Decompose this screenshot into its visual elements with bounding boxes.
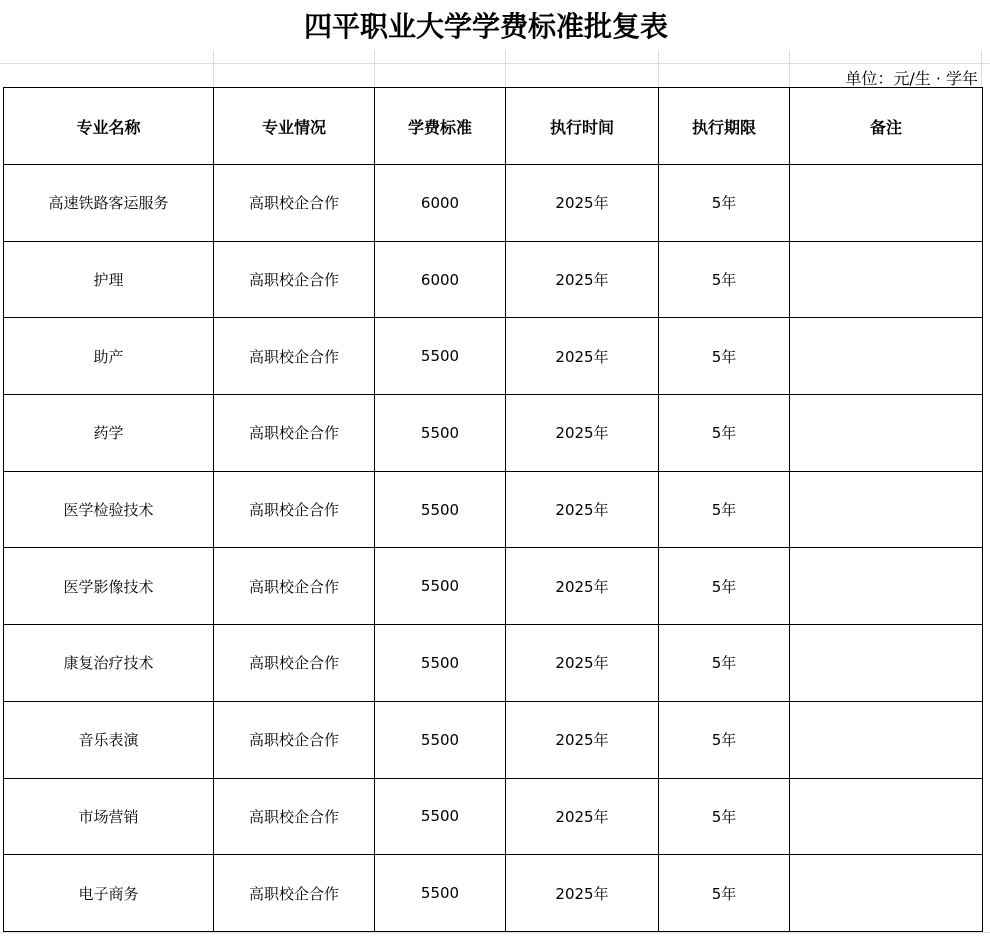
cell-remarks[interactable] [790, 855, 983, 932]
table-row [4, 625, 983, 702]
cell-major-type[interactable]: 高职校企合作 [214, 855, 375, 932]
cell-remarks[interactable] [790, 318, 983, 395]
header-cell-major-type[interactable]: 专业情况 [214, 88, 375, 165]
cell-remarks[interactable] [790, 701, 983, 778]
header-row [4, 88, 983, 165]
cell-major-type[interactable]: 高职校企合作 [214, 548, 375, 625]
page-title[interactable]: 四平职业大学学费标准批复表 [303, 10, 668, 43]
table-row [4, 241, 983, 318]
cell-major-name[interactable]: 医学检验技术 [4, 471, 214, 548]
cell-duration[interactable]: 5年 [659, 701, 790, 778]
cell-tuition[interactable]: 5500 [375, 701, 506, 778]
cell-duration[interactable]: 5年 [659, 165, 790, 242]
cell-effective-date[interactable]: 2025年 [506, 318, 659, 395]
header-cell-duration[interactable]: 执行期限 [659, 88, 790, 165]
cell-remarks[interactable] [790, 548, 983, 625]
cell-tuition[interactable]: 5500 [375, 471, 506, 548]
cell-major-name[interactable]: 药学 [4, 395, 214, 472]
header-cell-remarks[interactable]: 备注 [790, 88, 983, 165]
cell-major-type[interactable]: 高职校企合作 [214, 165, 375, 242]
cell-major-name[interactable]: 医学影像技术 [4, 548, 214, 625]
cell-tuition[interactable]: 5500 [375, 778, 506, 855]
cell-tuition[interactable]: 6000 [375, 165, 506, 242]
cell-major-name[interactable]: 音乐表演 [4, 701, 214, 778]
cell-duration[interactable]: 5年 [659, 241, 790, 318]
cell-tuition[interactable]: 6000 [375, 241, 506, 318]
cell-remarks[interactable] [790, 471, 983, 548]
cell-duration[interactable]: 5年 [659, 471, 790, 548]
table-row [4, 701, 983, 778]
cell-tuition[interactable]: 5500 [375, 318, 506, 395]
table-row [4, 395, 983, 472]
cell-effective-date[interactable]: 2025年 [506, 165, 659, 242]
unit-note[interactable]: 单位：元/生 · 学年 [841, 66, 978, 89]
cell-duration[interactable]: 5年 [659, 778, 790, 855]
cell-major-type[interactable]: 高职校企合作 [214, 701, 375, 778]
header-cell-major-name[interactable]: 专业名称 [4, 88, 214, 165]
table-row [4, 165, 983, 242]
cell-major-type[interactable]: 高职校企合作 [214, 318, 375, 395]
cell-major-type[interactable]: 高职校企合作 [214, 778, 375, 855]
cell-major-type[interactable]: 高职校企合作 [214, 625, 375, 702]
cell-remarks[interactable] [790, 395, 983, 472]
cell-major-type[interactable]: 高职校企合作 [214, 395, 375, 472]
title-row [0, 0, 990, 50]
cell-tuition[interactable]: 5500 [375, 548, 506, 625]
cell-major-name[interactable]: 市场营销 [4, 778, 214, 855]
cell-effective-date[interactable]: 2025年 [506, 701, 659, 778]
cell-effective-date[interactable]: 2025年 [506, 778, 659, 855]
cell-remarks[interactable] [790, 165, 983, 242]
cell-major-name[interactable]: 高速铁路客运服务 [4, 165, 214, 242]
header-cell-tuition[interactable]: 学费标准 [375, 88, 506, 165]
cell-duration[interactable]: 5年 [659, 855, 790, 932]
cell-effective-date[interactable]: 2025年 [506, 471, 659, 548]
cell-tuition[interactable]: 5500 [375, 855, 506, 932]
cell-major-name[interactable]: 助产 [4, 318, 214, 395]
cell-remarks[interactable] [790, 625, 983, 702]
cell-duration[interactable]: 5年 [659, 318, 790, 395]
table-row [4, 778, 983, 855]
cell-effective-date[interactable]: 2025年 [506, 855, 659, 932]
cell-major-name[interactable]: 电子商务 [4, 855, 214, 932]
cell-duration[interactable]: 5年 [659, 548, 790, 625]
bottom-gridline [0, 932, 990, 933]
cell-effective-date[interactable]: 2025年 [506, 625, 659, 702]
fee-table [3, 87, 983, 932]
cell-major-name[interactable]: 护理 [4, 241, 214, 318]
cell-effective-date[interactable]: 2025年 [506, 395, 659, 472]
cell-duration[interactable]: 5年 [659, 395, 790, 472]
cell-tuition[interactable]: 5500 [375, 395, 506, 472]
cell-remarks[interactable] [790, 241, 983, 318]
cell-tuition[interactable]: 5500 [375, 625, 506, 702]
cell-effective-date[interactable]: 2025年 [506, 548, 659, 625]
table-row [4, 471, 983, 548]
table-row [4, 548, 983, 625]
cell-major-type[interactable]: 高职校企合作 [214, 471, 375, 548]
cell-major-name[interactable]: 康复治疗技术 [4, 625, 214, 702]
cell-remarks[interactable] [790, 778, 983, 855]
cell-effective-date[interactable]: 2025年 [506, 241, 659, 318]
header-cell-effective-date[interactable]: 执行时间 [506, 88, 659, 165]
cell-duration[interactable]: 5年 [659, 625, 790, 702]
table-row [4, 855, 983, 932]
cell-major-type[interactable]: 高职校企合作 [214, 241, 375, 318]
table-row [4, 318, 983, 395]
